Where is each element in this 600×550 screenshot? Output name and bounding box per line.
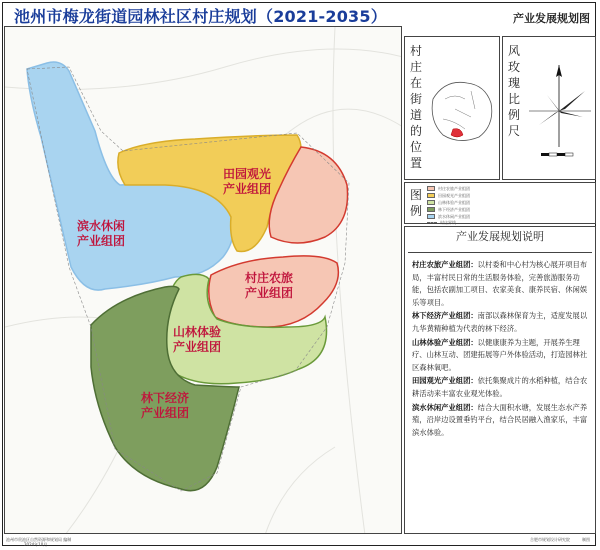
legend-label: 图例	[409, 188, 422, 218]
footer-designer: 合肥市规划设计研究院	[530, 537, 570, 542]
legend-swatch	[427, 207, 435, 212]
legend-item: 林下经济产业组团	[427, 206, 470, 213]
description-item: 滨水休闲产业组团：结合大面积水塘，发展生态水产养殖，沿岸边设置垂钓平台，结合民居融入渔家乐，丰富滨水体验。	[412, 402, 588, 437]
wind-rose-icon	[525, 55, 595, 165]
map-subtitle: 产业发展规划图	[513, 12, 590, 25]
scale-bar-icon	[541, 153, 573, 156]
description-item: 田园观光产业组团：依托集聚成片的水稻种植，结合农耕活动来丰富农业观光体验。	[412, 376, 588, 398]
legend-item: 田园观光产业组团	[427, 192, 470, 199]
legend-item: 山林体验产业组团	[427, 199, 470, 206]
description-title: 产业发展规划说明	[456, 230, 544, 243]
description-body	[412, 259, 590, 440]
legend-panel	[404, 182, 596, 224]
main-map	[4, 26, 402, 534]
compass-label: 风玫瑰比例尺	[507, 44, 520, 138]
description-item: 山林体验产业组团：以健康康养为主题，开展养生理疗、山林互动、团建拓展等户外体验活动，打造园林社区森林氧吧。	[412, 337, 588, 372]
map-title: 池州市梅龙街道园林社区村庄规划（2021-2035）	[14, 7, 387, 26]
zone-label-cunzhuang: 村庄农旅 产业组团	[245, 271, 294, 300]
description-divider	[408, 252, 592, 253]
zone-map-svg	[5, 27, 402, 534]
legend-boundary: 村庄界线	[427, 219, 456, 226]
zone-label-binshui: 滨水休闲 产业组团	[77, 219, 126, 248]
zone-label-linxia: 林下经济 产业组团	[141, 391, 190, 420]
zone-label-tianyuan: 田园观光 产业组团	[223, 167, 272, 196]
legend-item: 村庄农旅产业组团	[427, 185, 470, 192]
legend-swatch	[427, 193, 435, 198]
locator-label: 村庄在街道的位置	[409, 44, 422, 170]
description-item: 林下经济产业组团：南部以森林保育为主，适度发展以九华黄精种植为代表的林下经济。	[412, 311, 588, 333]
footer-draw: 制图	[582, 537, 590, 542]
locator-panel	[404, 36, 500, 180]
footer-org: 池州市贵池区自然资源和规划局 编制	[6, 537, 72, 542]
footer-date: 2024年10月	[24, 542, 48, 547]
boundary-line-icon	[427, 222, 437, 223]
legend-item: 滨水休闲产业组团	[427, 213, 470, 220]
zone-label-shanlin: 山林体验 产业组团	[173, 325, 222, 354]
description-item: 村庄农旅产业组团：以村委和中心村为核心展开项目布局，丰富村民日常的生活服务体验，完善旅游服务功能，包括农副加工项目、农家美食、康养民宿、休闲娱乐等项目。	[412, 260, 588, 307]
legend-swatch	[427, 200, 435, 205]
side-panel	[404, 26, 596, 534]
locator-map-icon	[425, 69, 497, 149]
compass-panel	[502, 36, 596, 180]
